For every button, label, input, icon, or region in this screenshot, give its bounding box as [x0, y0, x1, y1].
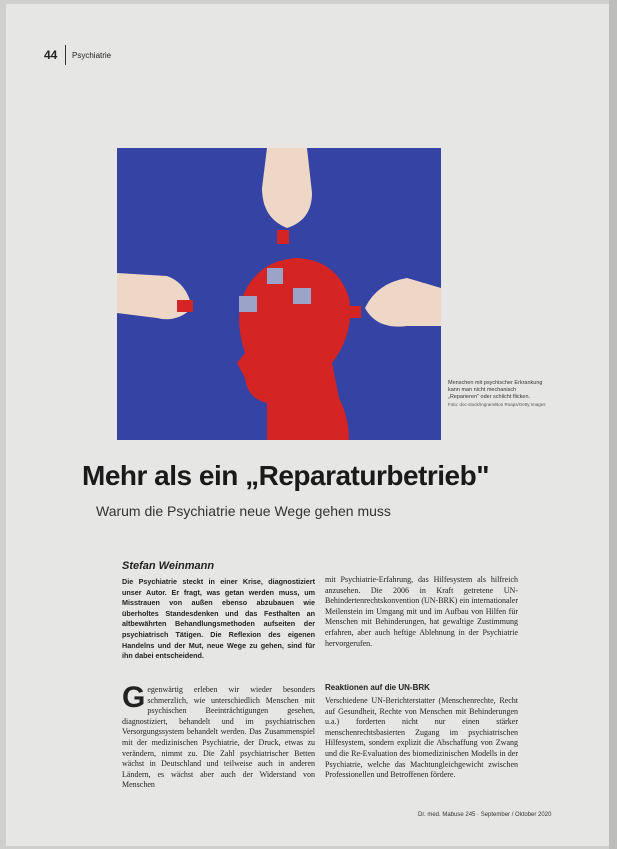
figure-caption	[448, 380, 548, 408]
section-heading: Reaktionen auf die UN-BRK	[325, 683, 430, 692]
header-divider	[65, 45, 66, 65]
author-name: Stefan Weinmann	[122, 560, 215, 572]
article-title: Mehr als ein „Reparaturbetrieb"	[82, 460, 490, 491]
body-text-1: egenwärtig erleben wir wieder besonders schmerzlich, wie unterschiedlich Menschen mit psychischen Beeinträchtigungen gesehen, diagnostiziert, behandelt und im psychiatrischen Versorgungssystem behandelt werden. Das Zusammenspiel mit der medizinischen Psychiatrie, der Druck, etwas zu verändern, nimmt zu. Die Zahl psychiatrischer Betten wächst in Deutschland und teilweise auch in anderen Ländern, es wächst aber auch der Widerstand von Menschen	[122, 685, 315, 790]
body-column-2b: Verschiedene UN-Berichterstatter (Menschenrechte, Recht auf Gesundheit, Rechte von Menschen mit Behinderungen u.a.) forderten nicht nur einen stärker menschenrechtsbasierten Zugang im psychiatrischen Hilfesystem, sondern explizit die Abschaffung von Zwang und die Re-Evaluation des biomedizinischen Modells in der Psychiatrie, welche das Machtungleichgewicht zwischen Professionellen und Betroffenen fördere.	[325, 696, 518, 780]
section-label: Psychiatrie	[72, 51, 112, 60]
drop-cap: G	[122, 681, 146, 714]
article-subtitle: Warum die Psychiatrie neue Wege gehen muss	[96, 503, 391, 519]
caption-text: Menschen mit psychischer Erkrankung kann man nicht mechanisch „Reparieren" oder schlicht flicken.	[448, 380, 543, 400]
photo-credit: Foto: doc-stock/Ingram/Bon Roaps/Getty Images	[448, 402, 546, 407]
body-column-1	[122, 681, 315, 791]
page-footer: Dr. med. Mabuse 245 · September / Oktober 2020	[418, 812, 552, 818]
lead-paragraph: Die Psychiatrie steckt in einer Krise, diagnostiziert unser Autor. Er fragt, was getan werden muss, um Misstrauen von außen ebenso abzubauen wie überholtes Standesdenken und das Festhalten an altbewährten Behandlungsmethoden aufseiten der psychiatrisch Tätigen. Die Reflexion des eigenen Handelns und der Mut, neue Wege zu gehen, sind für ihn dabei entscheidend.	[122, 577, 315, 661]
page-number: 44	[44, 48, 58, 62]
illustration-puzzle-head	[117, 148, 441, 440]
page-edge	[609, 0, 617, 849]
body-column-2: mit Psychiatrie-Erfahrung, das Hilfesystem als hilfreich anzusehen. Die 2006 in Kraft getretene UN-Behindertenrechtskonvention (UN-BRK) ein internationaler Meilenstein im Umgang mit und im Aufbau von Hilfen für Menschen mit Behinderungen, hat gewaltige Zustimmung erfahren, aber auch heftige Ablehnung in der Psychiatrie hervorgerufen.	[325, 575, 518, 648]
